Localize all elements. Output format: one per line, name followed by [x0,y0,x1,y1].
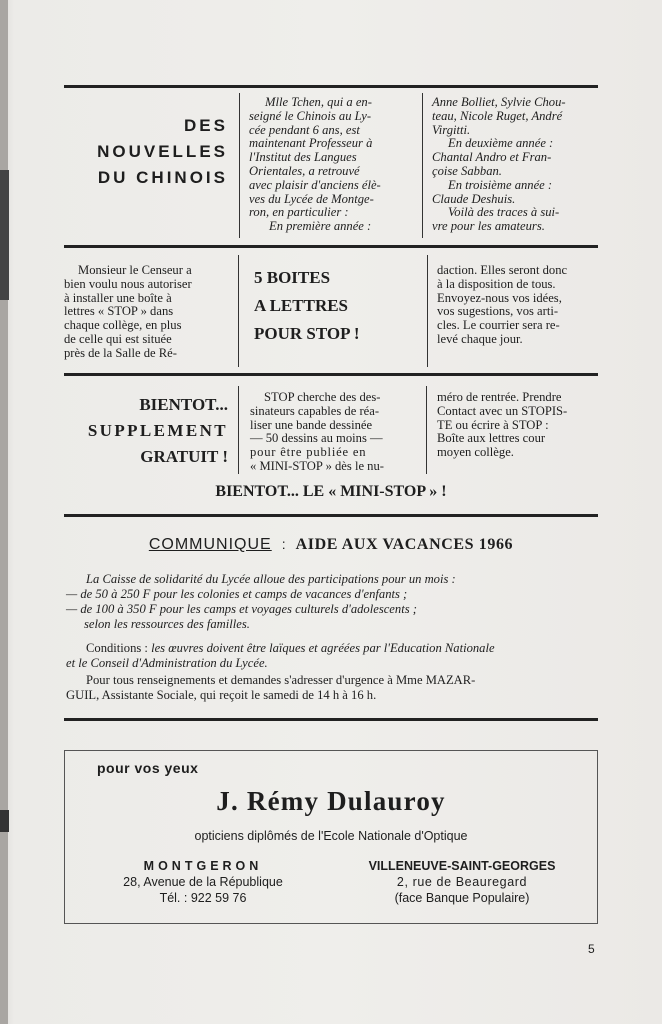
ad-location-left [95,858,311,906]
text-line: Voilà des traces à sui- [448,205,560,220]
text-line: chaque collège, en plus [64,318,182,333]
text-line: Chantal Andro et Fran- [432,150,552,165]
chinois-column-1 [249,96,415,234]
text-line: pour être publiée en [250,445,367,460]
column-divider [239,93,240,238]
text-line: méro de rentrée. Prendre [437,390,562,404]
text-line: l'Institut des Langues [249,150,357,165]
text-line: La Caisse de solidarité du Lycée alloue des participations pour un mois : [86,572,456,586]
conditions-text: les œuvres doivent être laïques et agréées par l'Education Nationale [151,641,495,655]
text-line: seigné le Chinois au Ly- [249,108,372,123]
text-line: Claude Deshuis. [432,191,516,206]
horizontal-rule [64,373,598,376]
title-line: BIENTOT... [139,395,228,414]
text-line: sinateurs capables de réa- [250,403,380,418]
text-line: — de 50 à 250 F pour les colonies et camps de vacances d'enfants ; [66,587,408,601]
column-divider [426,386,427,474]
city-name: MONTGERON [143,859,263,873]
city-name: VILLENEUVE-SAINT-GEORGES [368,859,556,873]
text-line: vos sugestions, vos arti- [437,304,559,319]
boites-column-3 [437,264,601,347]
ad-subtitle: opticiens diplômés de l'Ecole Nationale d'Optique [194,829,468,843]
phone: Tél. : 922 59 76 [159,891,247,905]
text-line: et le Conseil d'Administration du Lycée. [66,656,268,670]
text-line: moyen collège. [437,445,514,460]
text-line: Envoyez-nous vos idées, [437,290,562,305]
text-line: ves du Lycée de Montge- [249,191,374,206]
supplement-title [60,392,228,470]
text-line: GUIL, Assistante Sociale, qui reçoit le samedi de 14 h à 16 h. [66,688,377,702]
text-line: selon les ressources des familles. [84,617,250,631]
ad-location-right [356,858,568,906]
title-line: A LETTRES [254,296,349,315]
title-line: 5 BOITES [254,268,331,287]
text-line: cles. Le courrier sera re- [437,318,560,333]
conditions-label: Conditions : [86,641,148,655]
binding-edge [0,0,8,1024]
text-line: daction. Elles seront donc [437,263,568,277]
text-line: bien voulu nous autoriser [64,276,192,291]
text-line: Anne Bolliet, Sylvie Chou- [432,95,566,109]
title-line: GRATUIT ! [140,447,228,466]
text-line: Boîte aux lettres cour [437,431,546,446]
text-line: En troisième année : [448,177,553,192]
ad-tagline: pour vos yeux [97,760,199,776]
text-line: « MINI-STOP » dès le nu- [250,458,384,473]
text-line: Mlle Tchen, qui a en- [265,95,372,109]
title-line: DU CHINOIS [97,168,228,187]
text-line: STOP cherche des des- [264,390,381,404]
text-line: TE ou écrire à STOP : [437,417,549,432]
text-line: levé chaque jour. [437,331,523,346]
column-divider [427,255,428,367]
ad-company-name: J. Rémy Dulauroy [216,786,446,816]
text-line: maintenant Professeur à [249,136,373,151]
column-divider [238,255,239,367]
chinois-title [60,113,228,191]
text-line: En deuxième année : [448,136,554,151]
supplement-column-2 [250,391,418,474]
horizontal-rule [64,514,598,517]
communique-title: AIDE AUX VACANCES 1966 [295,536,514,553]
supplement-column-3 [437,391,601,460]
title-line: POUR STOP ! [254,324,360,343]
column-divider [422,93,423,238]
boites-column-1 [64,264,228,361]
boites-title [254,264,424,348]
text-line: vre pour les amateurs. [432,219,545,234]
column-divider [238,386,239,474]
text-line: avec plaisir d'anciens élè- [249,177,381,192]
text-line: — de 100 à 350 F pour les camps et voyages culturels d'adolescents ; [66,602,417,616]
horizontal-rule [64,245,598,248]
communique-label: COMMUNIQUE [148,536,272,553]
text-line: près de la Salle de Ré- [64,345,177,360]
text-line: Orientales, a retrouvé [249,163,360,178]
text-line: de celle qui est située [64,331,172,346]
title-line: NOUVELLES [97,142,228,161]
chinois-column-2 [432,96,600,234]
communique-conditions [66,641,600,671]
mini-stop-banner: BIENTOT... LE « MINI-STOP » ! [215,483,447,500]
address: 2, rue de Beauregard [396,875,528,889]
edge-mark [0,170,9,300]
page-number: 5 [588,942,595,956]
horizontal-rule [64,85,598,88]
communique-body [66,572,600,632]
text-line: Contact avec un STOPIS- [437,403,568,418]
text-line: ron, en particulier : [249,205,349,220]
text-line: teau, Nicole Ruget, André [432,108,563,123]
text-line: à installer une boîte à [64,290,172,305]
horizontal-rule [64,718,598,721]
text-line: à la disposition de tous. [437,276,556,291]
text-line: çoise Sabban. [432,163,502,178]
communique-final [66,673,600,703]
text-line: liser une bande dessinée [250,417,373,432]
communique-header [64,536,598,554]
text-line: En première année : [269,219,372,234]
text-line: — 50 dessins au moins — [250,431,383,446]
address: 28, Avenue de la République [123,875,283,889]
title-line: SUPPLEMENT [87,421,228,440]
address-note: (face Banque Populaire) [394,891,530,905]
text-line: cée pendant 6 ans, est [249,122,360,137]
text-line: Pour tous renseignements et demandes s'adresser d'urgence à Mme MAZAR- [86,673,476,687]
title-line: DES [184,116,228,135]
communique-separator: : [281,536,286,552]
text-line: Monsieur le Censeur a [78,263,192,277]
edge-mark [0,810,9,832]
text-line: lettres « STOP » dans [64,304,174,319]
text-line: Virgitti. [432,122,471,137]
